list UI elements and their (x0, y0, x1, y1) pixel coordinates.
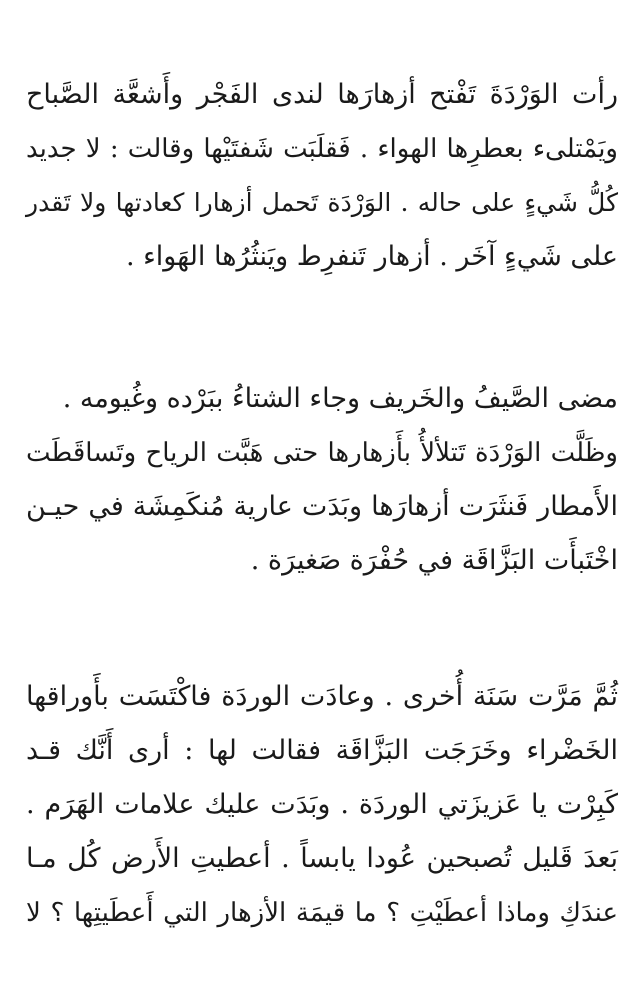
text-line: كُلُّ شَيءٍ على حاله . الوَرْدَة تَحمل أزهارا كعادتها ولا تَقدر (26, 188, 618, 217)
paragraph-2 (26, 372, 618, 588)
paragraph-1 (26, 68, 618, 284)
text-line: رأت الوَرْدَةَ تَفْتح أزهارَها لندى الفَجْر وأَشعَّة الصَّباح (26, 79, 618, 110)
text-line: مضى الصَّيفُ والخَريف وجاء الشتاءُ ببَرْده وغُيومه . (62, 383, 618, 414)
text-line: كَبِرْت يا عَزيزَتي الوردَة . وبَدَت عليك علامات الهَرَم . (26, 789, 618, 820)
text-line: ويَمْتلىء بعطرِها الهواء . فَقلَبَت شَفتَيْها وقالت : لا جديد (26, 134, 618, 164)
text-line: عندَكِ وماذا أعطَيْتِ ؟ ما قيمَة الأزهار التي أَعطَيتِها ؟ لا (26, 898, 618, 928)
text-line: على شَيءٍ آخَر . أزهار تَنفرِط ويَنثُرُها الهَواء . (125, 241, 618, 272)
paragraph-3 (26, 670, 618, 940)
text-line: الأَمطار فَنثَرَت أزهارَها وبَدَت عارية مُنكَمِشَة في حيـن (26, 491, 618, 522)
text-line: وظَلَّت الوَرْدَة تَتلألأُ بأَزهارها حتى هَبَّت الرياح وتَساقَطَت (26, 438, 618, 468)
text-line: اخْتَبأَت البَزَّاقَة في حُفْرَة صَغيرَة . (250, 545, 618, 576)
text-line: الخَضْراء وخَرَجَت البَزَّاقَة فقالت لها : أرى أَنَّك قـد (26, 735, 618, 766)
text-line: بَعدَ قَليل تُصبحين عُودا يابساً . أعطيتِ الأَرض كُل مـا (26, 843, 618, 874)
text-line: ثُمَّ مَرَّت سَنَة أُخرى . وعادَت الوردَة فاكْتَسَت بأَوراقها (26, 681, 618, 712)
